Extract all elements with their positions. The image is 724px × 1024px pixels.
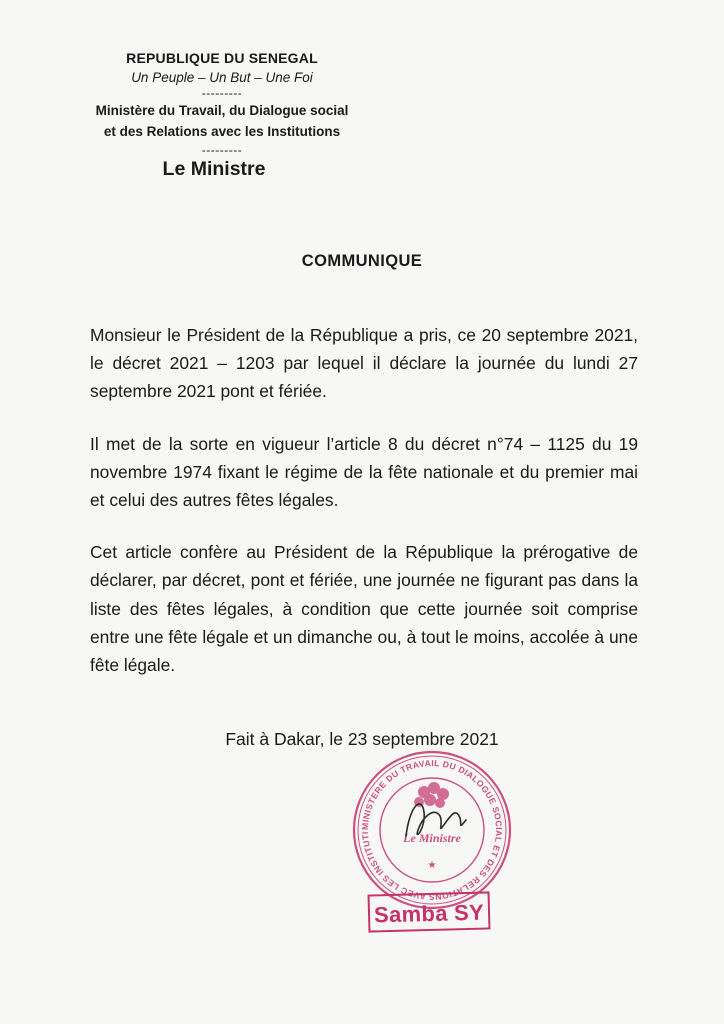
communique-body xyxy=(90,321,638,703)
place-and-date: Fait à Dakar, le 23 septembre 2021 xyxy=(225,729,499,749)
svg-text:★: ★ xyxy=(427,860,437,871)
ministry-name-line-1: Ministère du Travail, du Dialogue social xyxy=(95,103,349,118)
national-motto: Un Peuple – Un But – Une Foi xyxy=(131,70,313,85)
signatory-name-stamp: Samba SY xyxy=(368,891,491,932)
header-separator: --------- xyxy=(201,86,243,100)
letterhead xyxy=(62,44,382,181)
ministry-name-line-2: et des Relations avec les Institutions xyxy=(103,124,341,139)
minister-title: Le Ministre xyxy=(162,158,266,180)
seal-center-text: Le Ministre xyxy=(403,831,461,845)
header-separator: --------- xyxy=(201,143,243,157)
paragraph: Cet article confère au Président de la République la prérogative de déclarer, par décret, pont et fériée, une journée ne figurant pas dans la liste des fêtes légales, à condition que cette journée soit comprise entre une fête légale et un dimanche ou, à tout le moins, accolée à une fête légale. xyxy=(90,542,638,676)
paragraph: Monsieur le Président de la République a pris, ce 20 septembre 2021, le décret 2021 – 1203 par lequel il déclare la journée du lundi 27 septembre 2021 pont et fériée. xyxy=(90,325,638,402)
paragraph: Il met de la sorte en vigueur l’article 8 du décret n°74 – 1125 du 19 novembre 1974 fixant le régime de la fête nationale et du premier mai et celui des autres fêtes légales. xyxy=(90,433,638,511)
republic-name: REPUBLIQUE DU SENEGAL xyxy=(126,50,318,66)
document-title: COMMUNIQUE xyxy=(301,252,423,270)
official-seal xyxy=(348,746,516,914)
seal-ring-text: MINISTERE DU TRAVAIL DU DIALOGUE SOCIAL ET DES RELATIONS AVEC LES INSTITUTI xyxy=(359,757,505,903)
